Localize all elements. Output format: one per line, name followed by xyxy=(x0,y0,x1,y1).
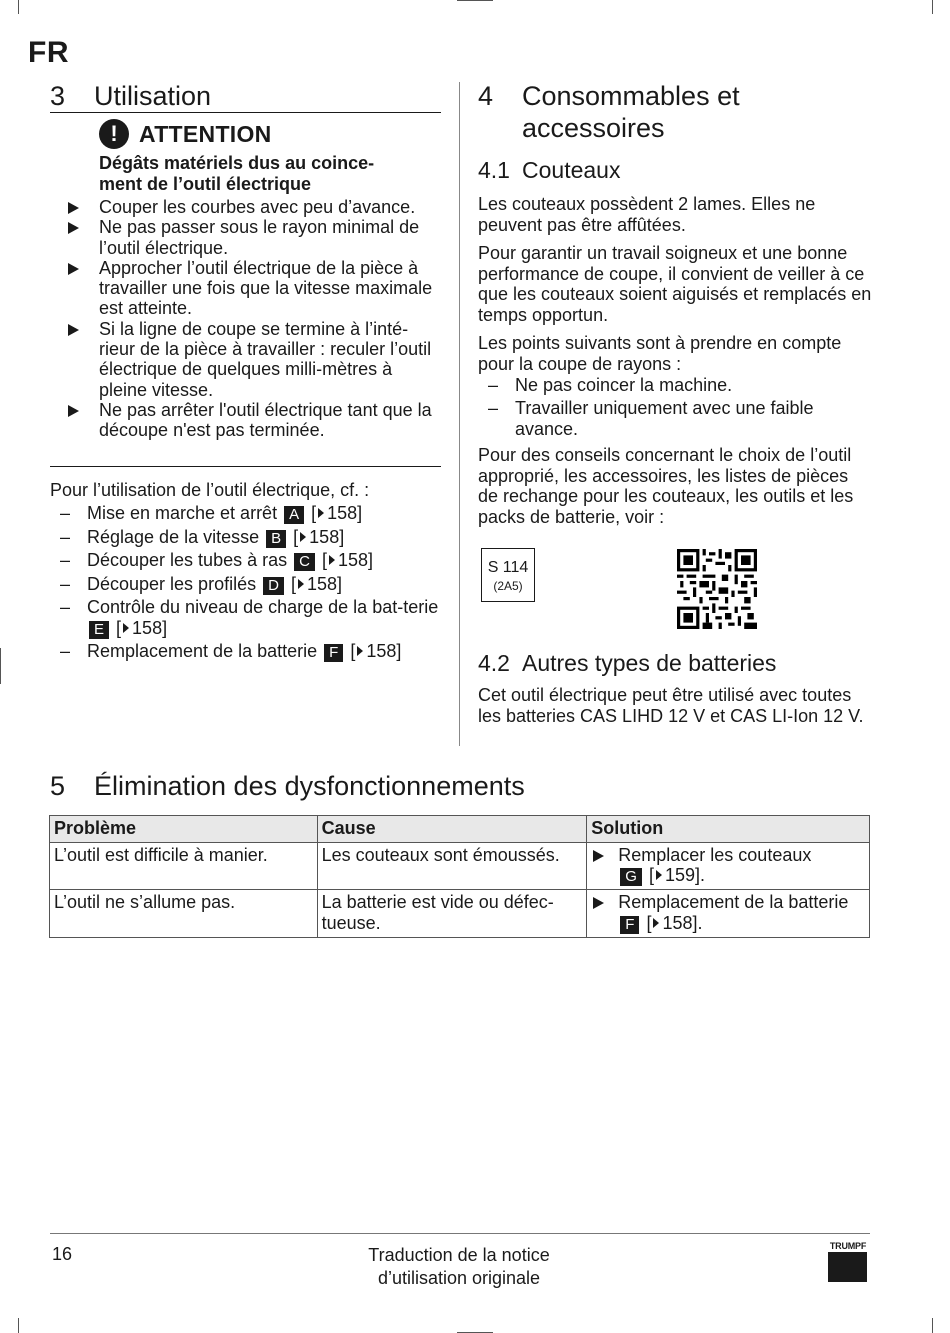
reference-item: – Contrôle du niveau de charge de la bat-terie E [ 158] xyxy=(50,597,442,639)
page-link-icon xyxy=(357,646,363,656)
figure-tag: C xyxy=(294,553,315,571)
page-reference[interactable]: 158] xyxy=(309,526,345,547)
reference-item: – Réglage de la vitesse B [ 158] xyxy=(50,527,442,548)
figure-tag: A xyxy=(284,506,304,524)
page-link-icon xyxy=(123,623,129,633)
column-header: Solution xyxy=(587,816,870,843)
page-reference[interactable]: 159]. xyxy=(664,865,705,885)
paragraph: Les points suivants sont à prendre en compte pour la coupe de rayons : xyxy=(478,333,842,374)
figure-tag: E xyxy=(89,621,109,639)
table-row xyxy=(50,890,870,938)
exclamation-icon: ! xyxy=(99,119,129,149)
reference-item: – Mise en marche et arrêt A [ 158] xyxy=(50,503,442,524)
warning-title: ATTENTION xyxy=(139,120,272,147)
figure-tag: D xyxy=(263,577,284,595)
warning-item: Ne pas passer sous le rayon minimal de l’outil électrique. xyxy=(50,217,442,258)
section-4-1-body xyxy=(478,194,872,535)
column-separator xyxy=(459,82,460,746)
paragraph: Pour des conseils concernant le choix de l’outil approprié, les accessoires, les listes de pièces de rechange pour les couteaux, les outils et les packs de batterie, voir : xyxy=(478,445,854,527)
page-link-icon xyxy=(298,579,304,589)
figure-tag: B xyxy=(266,530,286,548)
qr-code-icon[interactable] xyxy=(677,549,757,629)
usage-intro: Pour l’utilisation de l’outil électrique, cf. : xyxy=(50,480,370,500)
page-link-icon xyxy=(653,918,659,928)
page-reference[interactable]: 158] xyxy=(338,550,374,570)
crop-mark xyxy=(18,0,19,14)
page-link-icon xyxy=(656,870,662,880)
logo-block xyxy=(828,1252,867,1282)
paragraph: Cet outil électrique peut être utilisé avec toutes les batteries CAS LIHD 12 V et CAS LI-Ion 12 V. xyxy=(478,685,864,726)
page-link-icon xyxy=(318,508,324,518)
section-5-heading: 5 Élimination des dysfonctionnements xyxy=(50,771,525,801)
crop-mark xyxy=(0,648,1,684)
solution-cell: Remplacement de la batterie F [ 158]. xyxy=(587,890,870,938)
table-row xyxy=(50,842,870,890)
divider xyxy=(50,112,441,113)
page-link-icon xyxy=(300,532,306,542)
figure-tag: G xyxy=(620,868,642,886)
section-3-heading: 3 Utilisation xyxy=(50,81,212,111)
warning-header xyxy=(99,119,439,194)
figure-tag: F xyxy=(324,644,343,662)
page-reference[interactable]: 158]. xyxy=(662,912,703,933)
page-number: 16 xyxy=(52,1244,73,1264)
warning-item: Si la ligne de coupe se termine à l’inté-rieur de la pièce à travailler : reculer l’outil électrique de quelques milli-mètres à pleine vitesse. xyxy=(50,319,442,400)
list-item: – Ne pas coincer la machine. xyxy=(478,375,872,396)
column-header: Cause xyxy=(317,816,587,843)
warning-item: Approcher l’outil électrique de la pièce à travailler une fois que la vitesse maximale est atteinte. xyxy=(50,258,442,319)
page-reference[interactable]: 158] xyxy=(132,617,168,638)
problem-cell: L’outil ne s’allume pas. xyxy=(50,890,318,938)
reference-code-box: S 114 (2A5) xyxy=(481,548,535,602)
cause-cell: Les couteaux sont émoussés. xyxy=(317,842,587,890)
reference-item: – Découper les tubes à ras C [ 158] xyxy=(50,550,442,571)
warning-list xyxy=(50,197,442,441)
column-header: Problème xyxy=(50,816,318,843)
paragraph: Pour garantir un travail soigneux et une bonne performance de coupe, il convient de veiller à ce que les couteaux soient aiguisés et remplacés en temps opportun. xyxy=(478,243,872,325)
crop-mark xyxy=(932,0,933,14)
warning-item: Ne pas arrêter l'outil électrique tant que la découpe n'est pas terminée. xyxy=(50,400,442,441)
reference-item: – Découper les profilés D [ 158] xyxy=(50,574,442,595)
section-4-2-body xyxy=(478,685,872,734)
language-label: FR xyxy=(28,36,69,69)
divider xyxy=(50,466,441,467)
list-item: – Travailler uniquement avec une faible avance. xyxy=(478,398,872,439)
problem-cell: L’outil est difficile à manier. xyxy=(50,842,318,890)
page-reference[interactable]: 158] xyxy=(366,641,402,661)
figure-tag: F xyxy=(620,916,639,934)
paragraph: Les couteaux possèdent 2 lames. Elles ne peuvent pas être affûtées. xyxy=(478,194,816,235)
usage-reference-list xyxy=(50,503,442,665)
crop-mark xyxy=(457,0,493,1)
reference-item: – Remplacement de la batterie F [ 158] xyxy=(50,641,442,662)
troubleshooting-table xyxy=(49,815,870,938)
table-header-row xyxy=(50,816,870,843)
footer-divider xyxy=(50,1233,870,1234)
cause-cell: La batterie est vide ou défec-tueuse. xyxy=(317,890,587,938)
crop-mark xyxy=(932,1318,933,1333)
page-reference[interactable]: 158] xyxy=(327,503,363,523)
section-4-1-heading: 4.1 Couteaux xyxy=(478,157,621,183)
section-4-2-heading: 4.2 Autres types de batteries xyxy=(478,650,777,676)
warning-subtitle: Dégâts matériels dus au coince- ment de l’outil électrique xyxy=(99,153,375,194)
page-link-icon xyxy=(329,555,335,565)
footer-caption: Traduction de la notice d’utilisation originale xyxy=(368,1245,550,1288)
solution-cell: Remplacer les couteaux G [ 159]. xyxy=(587,842,870,890)
crop-mark xyxy=(18,1318,19,1333)
warning-item: Couper les courbes avec peu d’avance. xyxy=(50,197,442,217)
brand-logo: TRUMPF xyxy=(828,1241,868,1282)
section-4-heading: 4 Consommables et accessoires xyxy=(478,81,740,143)
page-reference[interactable]: 158] xyxy=(306,573,343,594)
